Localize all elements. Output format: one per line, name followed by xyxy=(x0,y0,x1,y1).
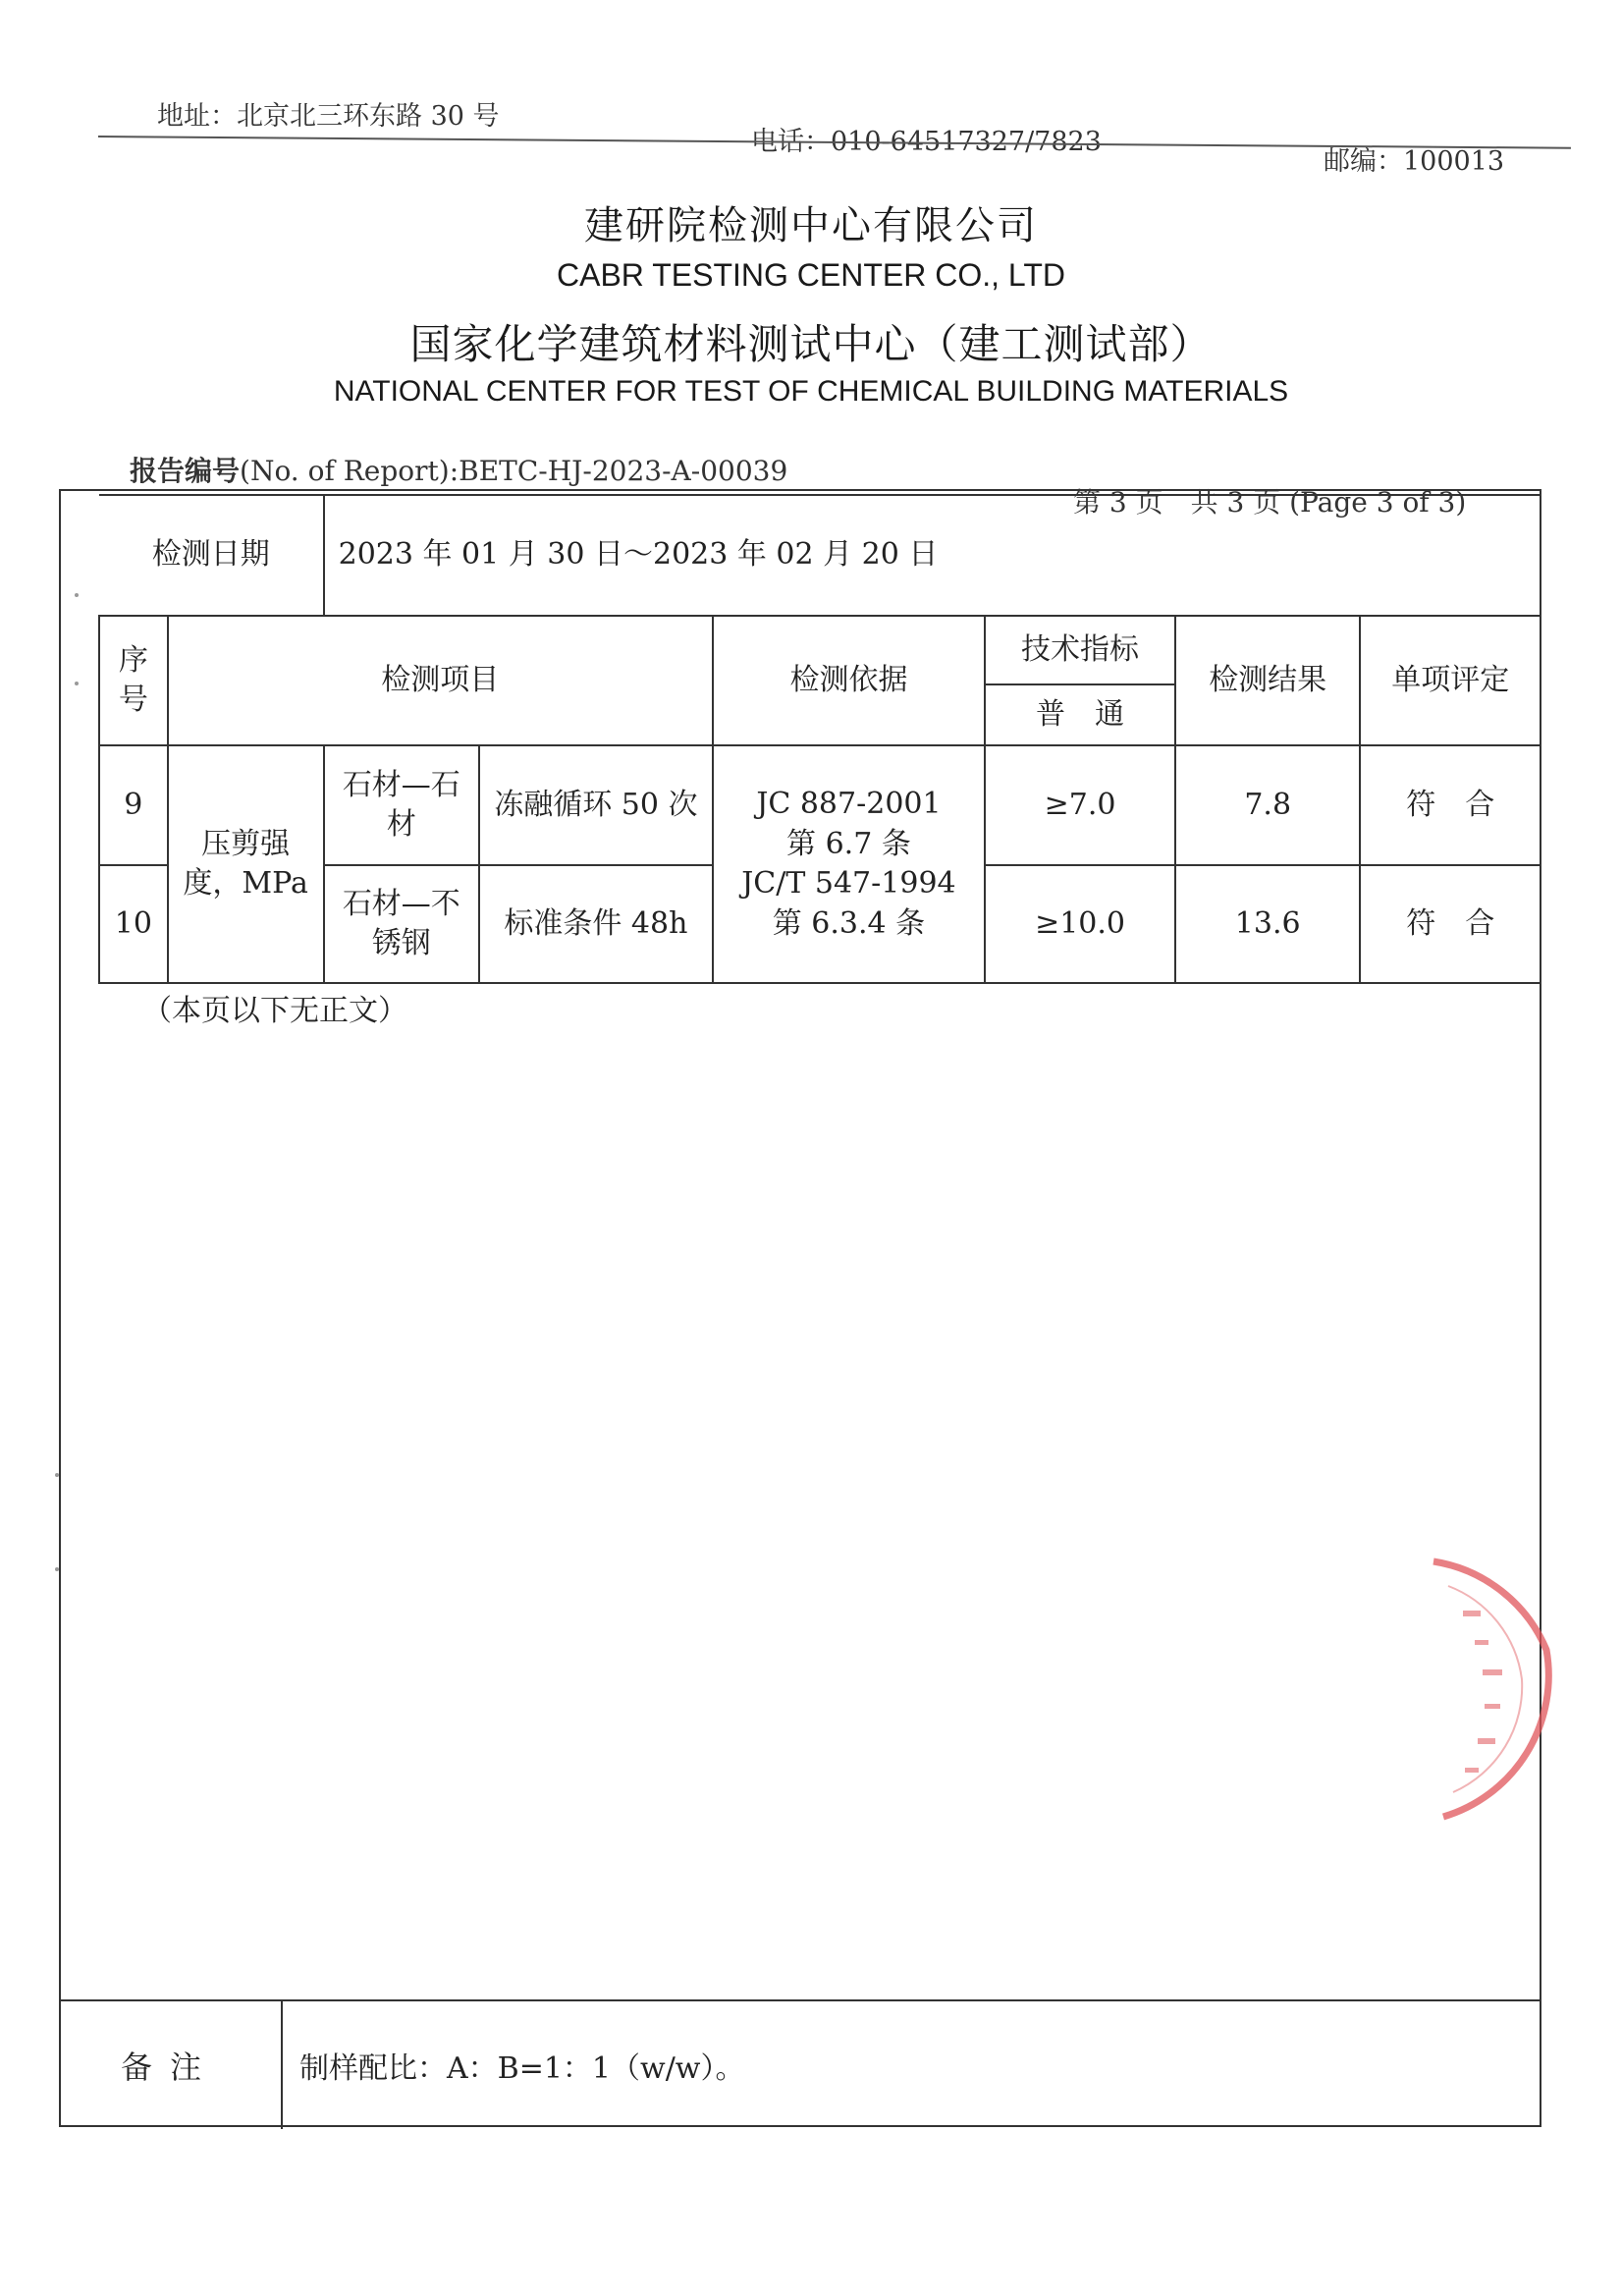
row-condition: 冻融循环 50 次 xyxy=(479,745,713,865)
header-postcode: 邮编：100013 xyxy=(1324,146,1505,177)
col-item-header: 检测项目 xyxy=(168,616,713,745)
center-name-cn: 国家化学建筑材料测试中心（建工测试部） xyxy=(409,320,1213,368)
basis-cell xyxy=(713,745,985,983)
official-seal-stamp xyxy=(1414,1532,1571,1827)
test-date-label: 检测日期 xyxy=(99,495,324,616)
row-result: 7.8 xyxy=(1175,745,1361,865)
basis-line: 第 6.7 条 xyxy=(786,826,911,861)
row-verdict: 符 合 xyxy=(1360,745,1541,865)
report-number-label: 报告编号 xyxy=(130,455,241,487)
report-number-label-en: (No. of Report): xyxy=(240,455,460,487)
table-row xyxy=(99,745,1541,865)
col-basis-header: 检测依据 xyxy=(713,616,985,745)
basis-line: JC/T 547-1994 xyxy=(741,866,956,901)
col-spec-header: 技术指标 xyxy=(985,616,1175,684)
report-number xyxy=(130,450,787,489)
col-spec-subheader: 普 通 xyxy=(985,684,1175,745)
header-row xyxy=(99,616,1541,684)
page-indicator: 第 3 页 共 3 页 (Page 3 of 3) xyxy=(1073,486,1467,519)
report-number-value: BETC-HJ-2023-A-00039 xyxy=(459,455,788,487)
test-date-row xyxy=(99,495,1541,616)
row-verdict: 符 合 xyxy=(1360,865,1541,983)
scan-speck xyxy=(75,682,79,685)
row-seq: 10 xyxy=(99,865,168,983)
col-result-header: 检测结果 xyxy=(1175,616,1361,745)
seal-ring xyxy=(1433,1561,1548,1817)
row-spec: ≥7.0 xyxy=(985,745,1175,865)
header-address: 地址：北京北三环东路 30 号 xyxy=(157,101,500,132)
end-of-content-note: （本页以下无正文） xyxy=(142,994,407,1028)
basis-line: 第 6.3.4 条 xyxy=(772,905,926,941)
remarks-section xyxy=(59,1999,1541,2129)
scan-speck xyxy=(55,1473,59,1477)
basis-line: JC 887-2001 xyxy=(756,787,942,821)
header-phone: 电话：010-64517327/7823 xyxy=(751,127,1102,157)
row-condition: 标准条件 48h xyxy=(479,865,713,983)
company-name-en: CABR TESTING CENTER CO., LTD xyxy=(557,257,1065,293)
scan-speck xyxy=(55,1567,59,1571)
seal-texture xyxy=(1463,1611,1502,1773)
remarks-label: 备注 xyxy=(59,2001,283,2129)
item-group-label: 压剪强度，MPa xyxy=(168,745,324,983)
row-material: 石材—不锈钢 xyxy=(324,865,479,983)
scan-speck xyxy=(75,593,79,597)
row-material: 石材—石材 xyxy=(324,745,479,865)
remarks-text: 制样配比：A：B=1：1（w/w）。 xyxy=(299,2051,745,2086)
company-name-cn: 建研院检测中心有限公司 xyxy=(584,203,1038,248)
center-name-en: NATIONAL CENTER FOR TEST OF CHEMICAL BUILDING MATERIALS xyxy=(333,375,1289,408)
seal-inner-ring xyxy=(1448,1586,1522,1792)
col-verdict-header: 单项评定 xyxy=(1360,616,1541,745)
row-seq: 9 xyxy=(99,745,168,865)
col-seq-header: 序号 xyxy=(99,616,168,745)
test-date-value: 2023 年 01 月 30 日～2023 年 02 月 20 日 xyxy=(324,495,1541,616)
results-table xyxy=(98,494,1541,984)
row-result: 13.6 xyxy=(1175,865,1361,983)
row-spec: ≥10.0 xyxy=(985,865,1175,983)
